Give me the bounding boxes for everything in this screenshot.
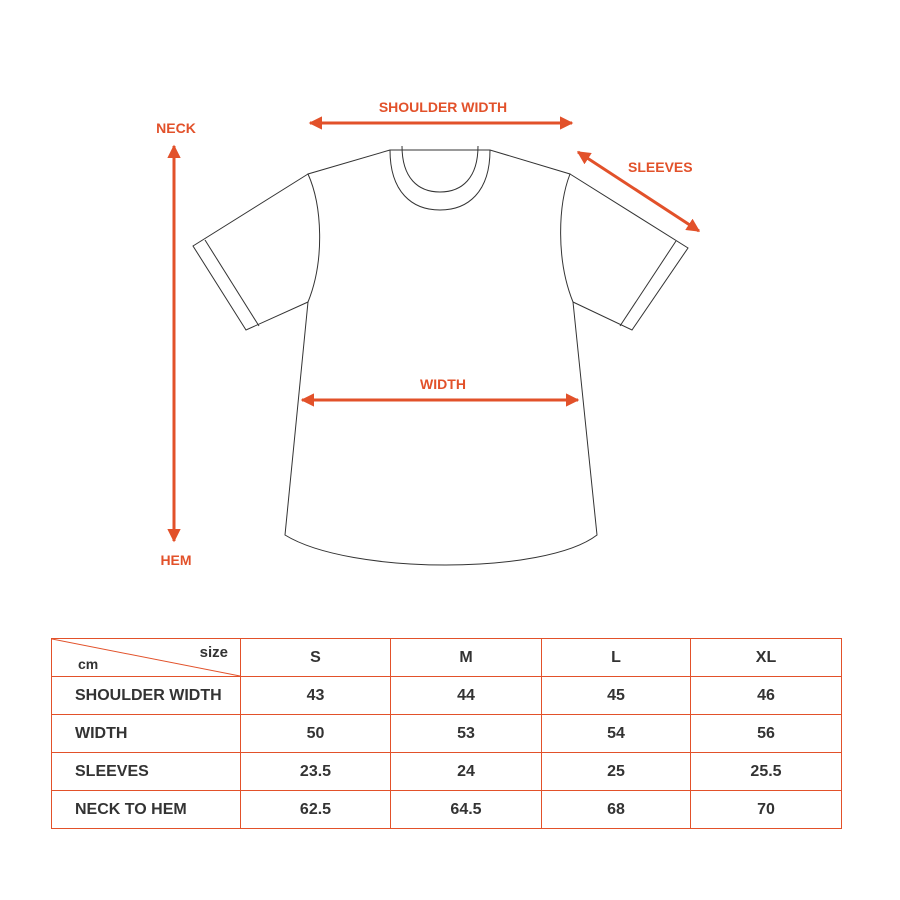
label-shoulder-width: SHOULDER WIDTH	[378, 99, 508, 115]
size-header: S	[241, 639, 391, 677]
table-cell: 24	[391, 753, 542, 791]
size-header: L	[542, 639, 691, 677]
row-label: SHOULDER WIDTH	[52, 677, 241, 715]
size-header: M	[391, 639, 542, 677]
table-corner-cell	[52, 639, 241, 677]
label-neck: NECK	[156, 120, 196, 136]
table-cell: 70	[691, 791, 842, 829]
label-hem: HEM	[160, 552, 192, 568]
tshirt-outline	[193, 146, 688, 565]
table-cell: 46	[691, 677, 842, 715]
table-row	[52, 677, 842, 715]
left-sleeve	[193, 174, 308, 330]
table-cell: 44	[391, 677, 542, 715]
collar-inner	[402, 146, 478, 192]
label-sleeves: SLEEVES	[628, 159, 693, 175]
table-header-row	[52, 639, 842, 677]
table-cell: 25.5	[691, 753, 842, 791]
table-cell: 53	[391, 715, 542, 753]
table-cell: 54	[542, 715, 691, 753]
size-header: XL	[691, 639, 842, 677]
table-row	[52, 791, 842, 829]
table-cell: 43	[241, 677, 391, 715]
table-cell: 25	[542, 753, 691, 791]
row-label: NECK TO HEM	[52, 791, 241, 829]
corner-unit-label: cm	[78, 656, 99, 672]
table-cell: 64.5	[391, 791, 542, 829]
right-sleeve-cuff	[620, 241, 676, 326]
table-cell: 23.5	[241, 753, 391, 791]
table-cell: 50	[241, 715, 391, 753]
table-cell: 62.5	[241, 791, 391, 829]
row-label: SLEEVES	[52, 753, 241, 791]
left-sleeve-cuff	[205, 240, 259, 326]
table-row	[52, 753, 842, 791]
right-sleeve	[570, 174, 688, 330]
size-chart-table	[51, 638, 842, 829]
tshirt-body	[285, 150, 597, 565]
row-label: WIDTH	[52, 715, 241, 753]
table-cell: 56	[691, 715, 842, 753]
corner-size-label: size	[199, 644, 228, 661]
label-width: WIDTH	[420, 376, 466, 392]
table-cell: 68	[542, 791, 691, 829]
table-cell: 45	[542, 677, 691, 715]
collar-outer	[390, 150, 490, 210]
table-row	[52, 715, 842, 753]
